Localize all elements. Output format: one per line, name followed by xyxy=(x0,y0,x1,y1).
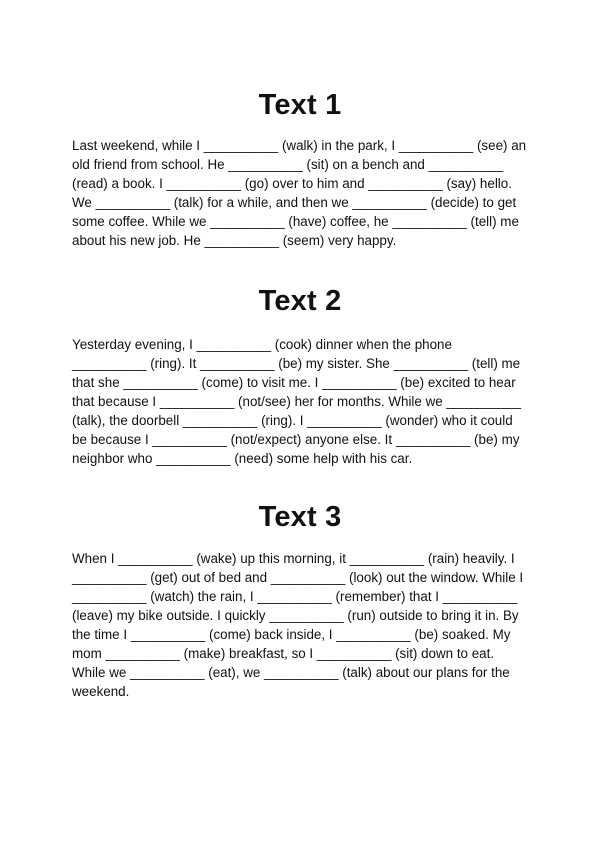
text-3-title: Text 3 xyxy=(258,501,342,533)
text-1-title: Text 1 xyxy=(258,89,342,121)
text-2-title: Text 2 xyxy=(258,285,342,317)
text-2-section xyxy=(72,284,528,468)
text-3-section xyxy=(72,500,528,701)
text-2-body: Yesterday evening, I __________ (cook) dinner when the phone __________ (ring). It __________ (be) my sister. She __________ (tell) me that she __________ (come) to visit me. I __________ (be) excited to hear that because I __________ (not/see) her for months. While we __________ (talk), the doorbell __________ (ring). I __________ (wonder) who it could be because I __________ (not/expect) anyone else. It __________ (be) my neighbor who __________ (need) some help with his car. xyxy=(72,337,521,466)
text-1-section xyxy=(72,88,528,250)
text-1-body: Last weekend, while I __________ (walk) in the park, I __________ (see) an old friend from school. He __________ (sit) on a bench and __________ (read) a book. I __________ (go) over to him and __________ (say) hello. We __________ (talk) for a while, and then we __________ (decide) to get some coffee. While we __________ (have) coffee, he __________ (tell) me about his new job. He __________ (seem) very happy. xyxy=(72,138,527,248)
text-3-body: When I __________ (wake) up this morning, it __________ (rain) heavily. I __________ (get) out of bed and __________ (look) out the window. While I __________ (watch) the rain, I __________ (remember) that I __________ (leave) my bike outside. I quickly __________ (run) outside to bring it in. By the time I __________ (come) back inside, I __________ (be) soaked. My mom __________ (make) breakfast, so I __________ (sit) down to eat. While we __________ (eat), we __________ (talk) about our plans for the weekend. xyxy=(72,551,524,699)
